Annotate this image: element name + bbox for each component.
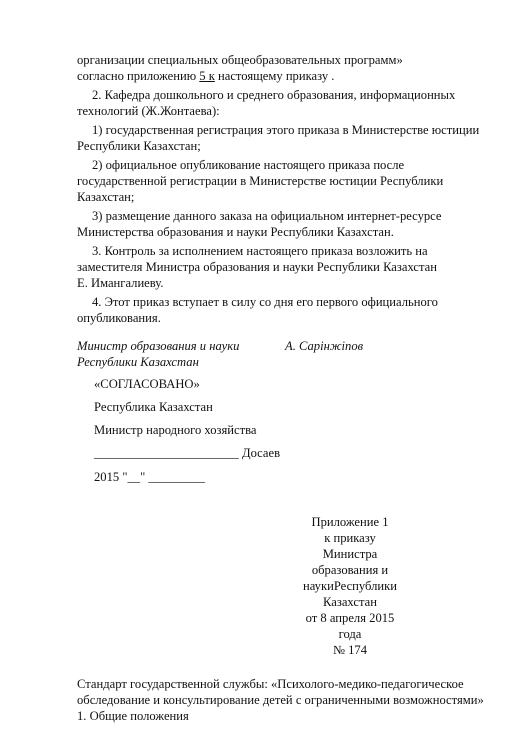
appendix-line-5: наукиРеспублики [302,579,398,593]
body-line-1: организации специальных общеобразовательных программ» [77,53,403,67]
body-line-2-text: согласно приложению [77,69,200,83]
appendix-line-1: Приложение 1 [311,515,389,529]
item-2-3-line-2: Министерства образования и науки Республики Казахстан. [77,225,394,239]
appendix-line-3: Министра [322,547,378,561]
item-2-2-line-2: государственной регистрации в Министерстве юстиции Республики [77,174,444,188]
item-2-2-line-3: Казахстан; [77,190,135,204]
signature-name: А. Сарінжіпов [285,339,364,353]
appendix-line-7: от 8 апреля 2015 [305,611,395,625]
signature-position-line-1: Министр образования и науки [77,339,240,353]
item-2-line-2: технологий (Ж.Жонтаева): [77,104,220,118]
appendix-line-4: образования и [311,563,389,577]
body-line-2 [77,68,334,84]
standard-title-line-2: обследование и консультирование детей с ограниченными возможностями» [77,693,484,707]
section-heading: 1. Общие положения [77,709,189,723]
appendix-line-9: № 174 [332,643,368,657]
item-3-line-1: 3. Контроль за исполнением настоящего приказа возложить на [92,244,428,258]
agreed-position: Министр народного хозяйства [94,423,257,437]
item-2-1-line-1: 1) государственная регистрация этого приказа в Министерстве юстиции [92,123,480,137]
agreed-date-line: 2015 "__" _________ [94,470,206,484]
item-2-line-1: 2. Кафедра дошкольного и среднего образования, информационных [92,88,456,102]
item-3-line-2: заместителя Министра образования и науки Республики Казахстан [77,260,437,274]
appendix-line-6: Казахстан [323,595,377,609]
agreed-title: «СОГЛАСОВАНО» [94,377,200,391]
item-2-3-line-1: 3) размещение данного заказа на официальном интернет-ресурсе [92,209,442,223]
appendix-link[interactable]: 5 к [199,69,215,83]
standard-title-line-1: Стандарт государственной службы: «Психолого-медико-педагогическое [77,677,464,691]
item-4-line-1: 4. Этот приказ вступает в силу со дня его первого официального [92,295,438,309]
body-line-2-tail: настоящему приказу . [214,69,335,83]
agreed-org: Республика Казахстан [94,400,213,414]
item-3-line-3: Е. Имангалиеву. [77,276,164,290]
item-2-1-line-2: Республики Казахстан; [77,139,201,153]
signature-position-line-2: Республики Казахстан [77,355,199,369]
item-2-2-line-1: 2) официальное опубликование настоящего приказа после [92,158,405,172]
item-4-line-2: опубликования. [77,311,161,325]
appendix-line-8: года [338,627,362,641]
agreed-sign-line: _______________________ Досаев [94,446,281,460]
appendix-line-2: к приказу [324,531,376,545]
